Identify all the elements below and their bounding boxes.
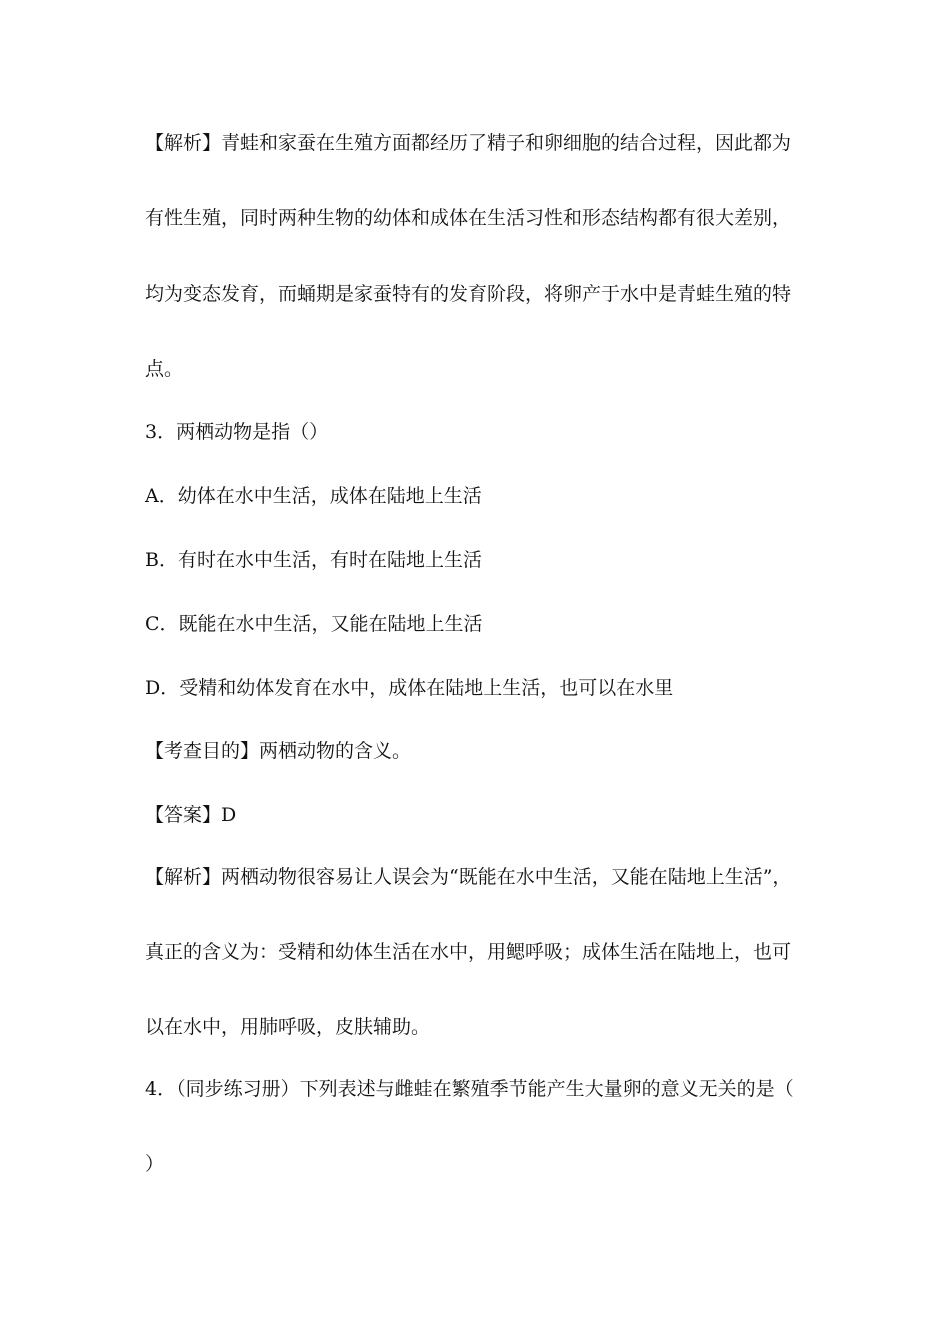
question-3-analysis-line-2: 真正的含义为：受精和幼体生活在水中，用鳃呼吸；成体生活在陆地上，也可 (145, 941, 792, 963)
analysis-line-1: 【解析】青蛙和家蚕在生殖方面都经历了精子和卵细胞的结合过程，因此都为 (145, 132, 792, 154)
question-3-option-b: B．有时在水中生活，有时在陆地上生活 (145, 549, 482, 571)
analysis-line-3: 均为变态发育，而蛹期是家蚕特有的发育阶段，将卵产于水中是青蛙生殖的特 (145, 283, 792, 305)
question-3-analysis-line-1: 【解析】两栖动物很容易让人误会为“既能在水中生活，又能在陆地上生活”， (145, 866, 792, 888)
question-3-stem: 3．两栖动物是指（） (145, 421, 329, 443)
analysis-line-2: 有性生殖，同时两种生物的幼体和成体在生活习性和形态结构都有很大差别， (145, 207, 792, 229)
analysis-line-4: 点。 (145, 358, 184, 380)
question-3-option-a: A．幼体在水中生活，成体在陆地上生活 (145, 485, 482, 507)
question-3-purpose: 【考查目的】两栖动物的含义。 (145, 740, 412, 762)
question-4-stem-line-2: ） (145, 1153, 165, 1175)
question-3-option-d: D．受精和幼体发育在水中，成体在陆地上生活，也可以在水里 (145, 677, 674, 699)
question-3-answer: 【答案】D (145, 804, 237, 826)
question-3-analysis-line-3: 以在水中，用肺呼吸，皮肤辅助。 (145, 1016, 431, 1038)
question-3-option-c: C．既能在水中生活，又能在陆地上生活 (145, 613, 483, 635)
question-4-stem-line-1: 4．（同步练习册）下列表述与雌蛙在繁殖季节能产生大量卵的意义无关的是（ (145, 1078, 794, 1100)
